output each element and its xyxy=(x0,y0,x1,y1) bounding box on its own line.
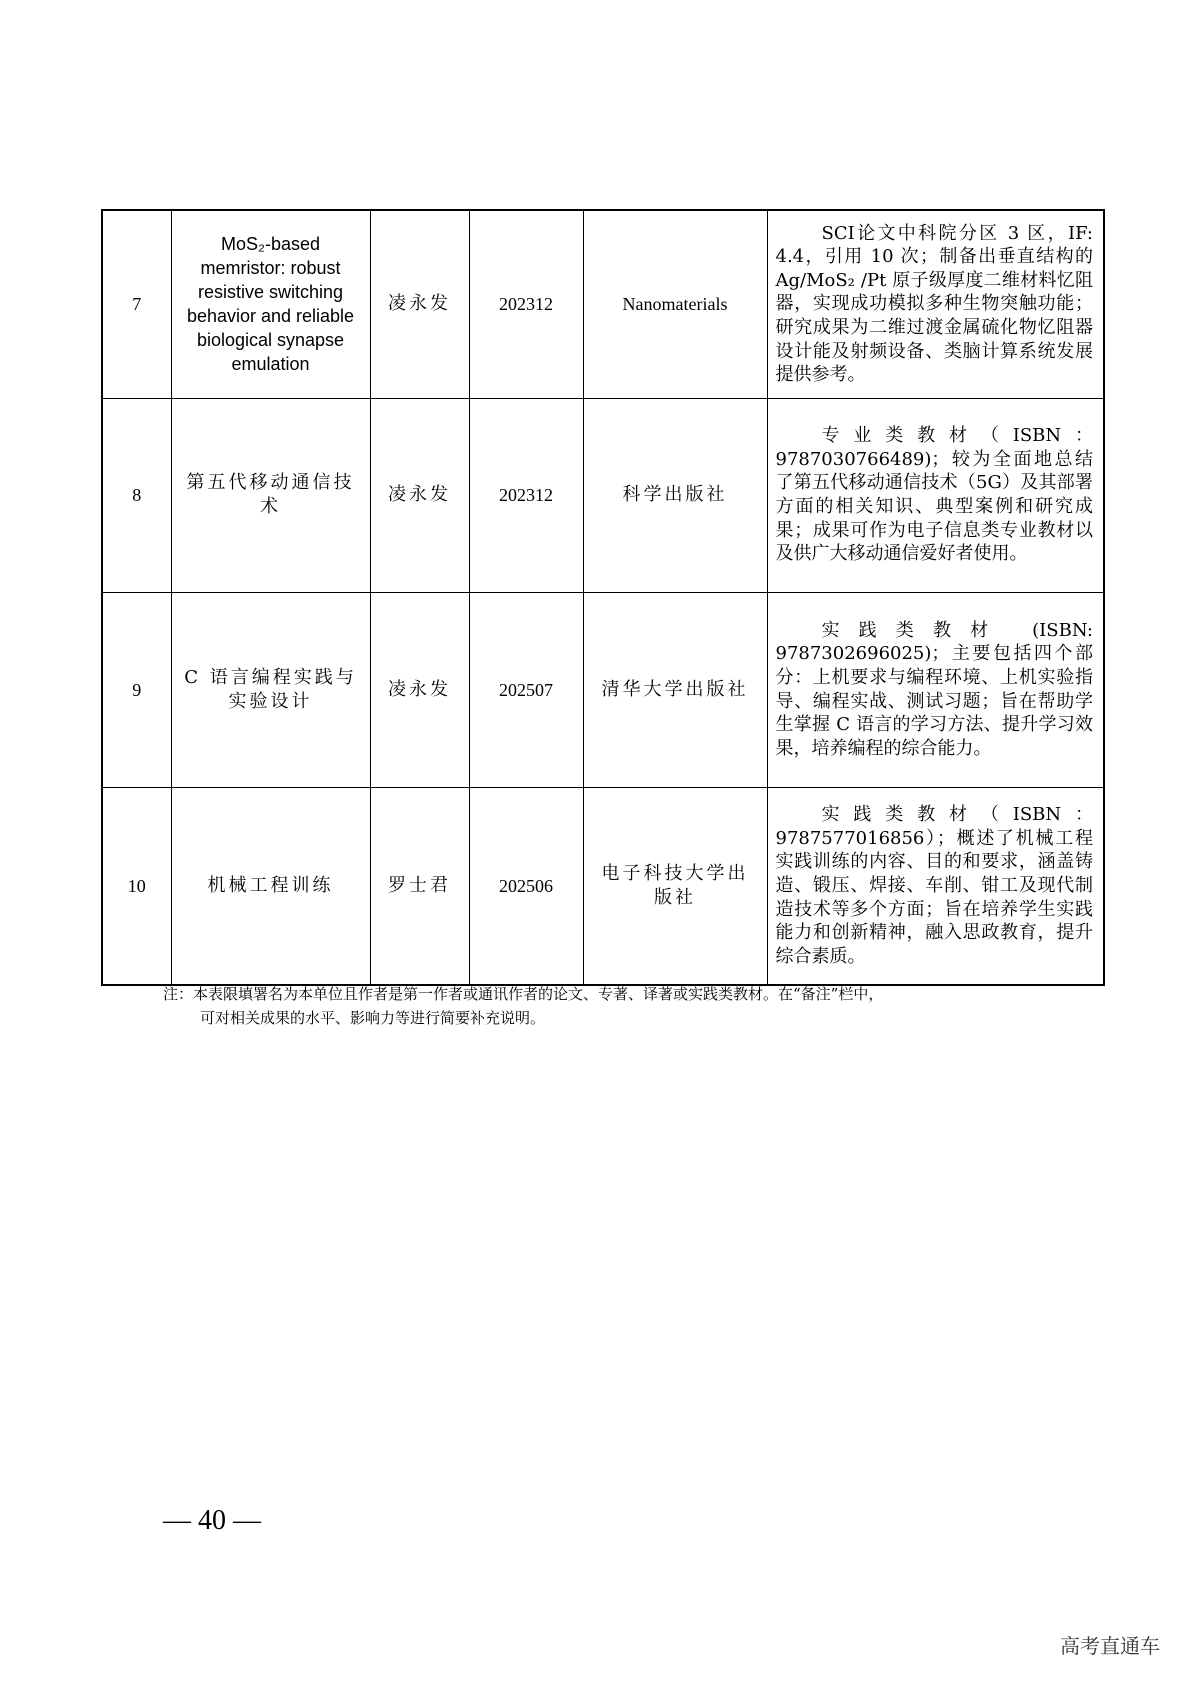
work-title: MoS₂-based memristor: robust resistive switching behavior and reliable biological synapse emulation xyxy=(171,210,370,398)
page-number: — 40 — xyxy=(163,1505,261,1536)
row-number: 7 xyxy=(102,210,171,398)
publisher-name: 清华大学出版社 xyxy=(583,592,767,787)
publish-date: 202312 xyxy=(469,210,583,398)
author-name: 罗士君 xyxy=(370,787,469,985)
footnote-line-2: 可对相关成果的水平、影响力等进行简要补充说明。 xyxy=(200,1009,546,1027)
table-footnote xyxy=(163,982,1063,1030)
author-name: 凌永发 xyxy=(370,398,469,592)
remarks-cell xyxy=(767,592,1104,787)
row-number: 8 xyxy=(102,398,171,592)
footnote-line-1: 注：本表限填署名为本单位且作者是第一作者或通讯作者的论文、专著、译著或实践类教材。在“备注”栏中， xyxy=(163,985,884,1003)
table-row xyxy=(102,787,1104,985)
achievements-table xyxy=(101,209,1105,986)
work-title: 机械工程训练 xyxy=(171,787,370,985)
publisher-name: 电子科技大学出版社 xyxy=(583,787,767,985)
table-row xyxy=(102,210,1104,398)
row-number: 9 xyxy=(102,592,171,787)
remarks-text: 实践类教材 (ISBN: 9787302696025)；主要包括四个部分：上机要求与编程环境、上机实验指导、编程实战、测试习题；旨在帮助学生掌握 C 语言的学习方法、提升学习效果，培养编程的综合能力。 xyxy=(775,619,1093,759)
publish-date: 202312 xyxy=(469,398,583,592)
author-name: 凌永发 xyxy=(370,210,469,398)
work-title: C 语言编程实践与实验设计 xyxy=(171,592,370,787)
publisher-name: 科学出版社 xyxy=(583,398,767,592)
table-row xyxy=(102,592,1104,787)
publish-date: 202506 xyxy=(469,787,583,985)
remarks-cell xyxy=(767,787,1104,985)
work-title: 第五代移动通信技术 xyxy=(171,398,370,592)
watermark-text: 高考直通车 xyxy=(1060,1634,1160,1658)
remarks-text: 专业类教材（ISBN：9787030766489)；较为全面地总结了第五代移动通信技术（5G）及其部署方面的相关知识、典型案例和研究成果；成果可作为电子信息类专业教材以及供广大移动通信爱好者使用。 xyxy=(775,425,1093,565)
remarks-text: SCI论文中科院分区 3 区，IF: 4.4，引用 10 次；制备出垂直结构的 Ag/MoS₂ /Pt 原子级厚度二维材料忆阻器，实现成功模拟多种生物突触功能；研究成果为二维过渡金属硫化物忆阻器设计能及射频设备、类脑计算系统发展提供参考。 xyxy=(775,222,1093,386)
publish-date: 202507 xyxy=(469,592,583,787)
remarks-cell xyxy=(767,398,1104,592)
author-name: 凌永发 xyxy=(370,592,469,787)
row-number: 10 xyxy=(102,787,171,985)
remarks-cell xyxy=(767,210,1104,398)
table-row xyxy=(102,398,1104,592)
publisher-name: Nanomaterials xyxy=(583,210,767,398)
remarks-text: 实践类教材（ISBN：9787577016856）；概述了机械工程实践训练的内容、目的和要求，涵盖铸造、锻压、焊接、车削、钳工及现代制造技术等多个方面；旨在培养学生实践能力和创新精神，融入思政教育，提升综合素质。 xyxy=(775,804,1093,967)
